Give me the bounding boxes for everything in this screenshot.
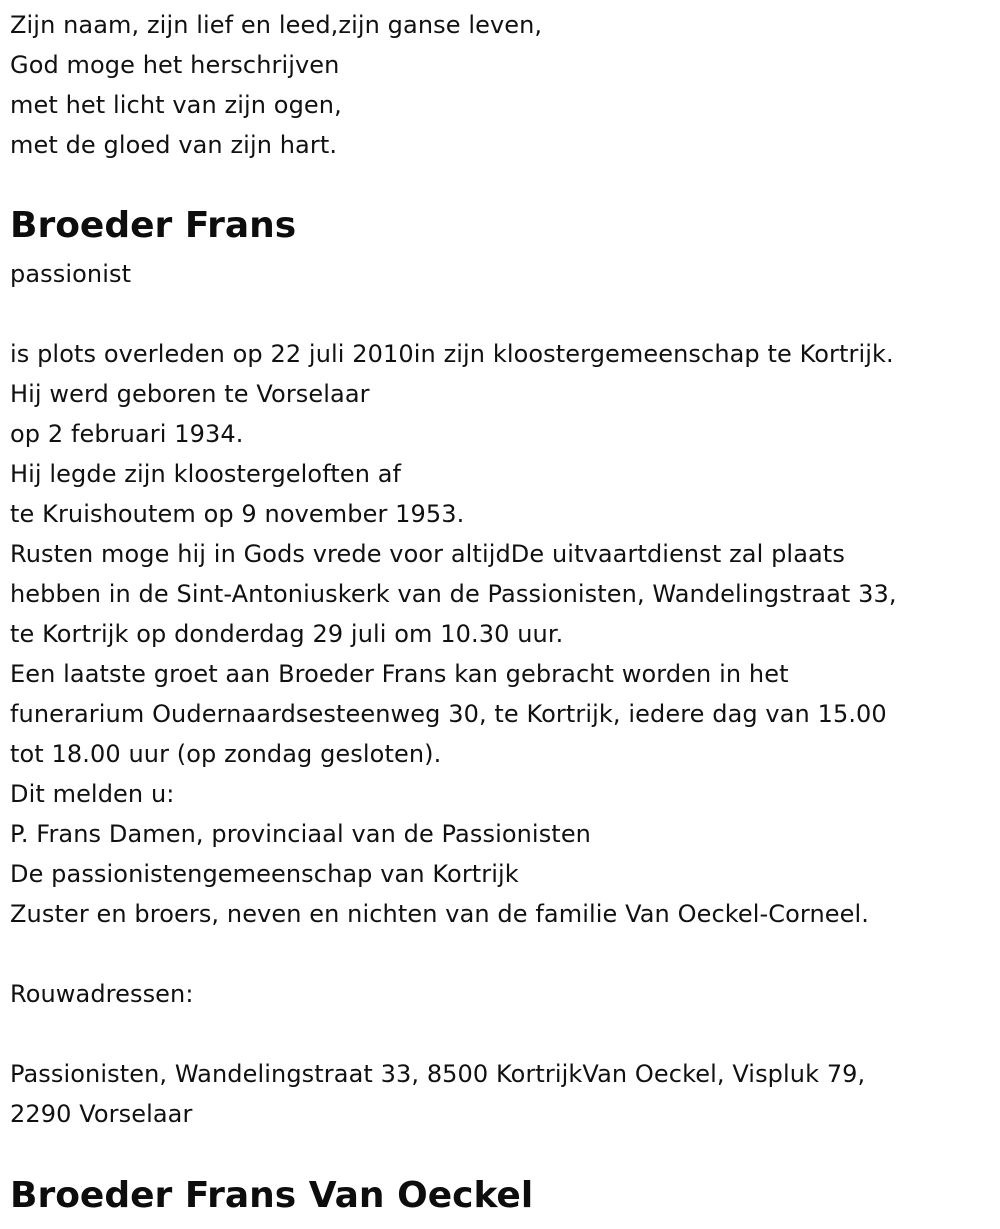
body-line: Zuster en broers, neven en nichten van de familie Van Oeckel-Corneel. xyxy=(10,900,870,928)
body-line: P. Frans Damen, provinciaal van de Passionisten xyxy=(10,820,591,848)
address-line: 2290 Vorselaar xyxy=(10,1100,193,1128)
body-line: te Kruishoutem op 9 november 1953. xyxy=(10,500,465,528)
deceased-name-heading: Broeder Frans xyxy=(10,205,297,246)
body-line: funerarium Oudernaardsesteenweg 30, te Kortrijk, iedere dag van 15.00 xyxy=(10,700,887,728)
poem-line: God moge het herschrijven xyxy=(10,51,340,79)
body-line: hebben in de Sint-Antoniuskerk van de Passionisten, Wandelingstraat 33, xyxy=(10,580,897,608)
deceased-role: passionist xyxy=(10,260,132,288)
body-line: De passionistengemeenschap van Kortrijk xyxy=(10,860,519,888)
body-line: Dit melden u: xyxy=(10,780,175,808)
body-line: Een laatste groet aan Broeder Frans kan gebracht worden in het xyxy=(10,660,789,688)
body-line: te Kortrijk op donderdag 29 juli om 10.30 uur. xyxy=(10,620,564,648)
addresses-heading: Rouwadressen: xyxy=(10,980,194,1008)
poem-line: Zijn naam, zijn lief en leed,zijn ganse leven, xyxy=(10,11,543,39)
address-line: Passionisten, Wandelingstraat 33, 8500 KortrijkVan Oeckel, Vispluk 79, xyxy=(10,1060,866,1088)
body-line: Hij werd geboren te Vorselaar xyxy=(10,380,370,408)
body-line: is plots overleden op 22 juli 2010in zijn kloostergemeenschap te Kortrijk. xyxy=(10,340,894,368)
body-line: tot 18.00 uur (op zondag gesloten). xyxy=(10,740,442,768)
footer-title: Broeder Frans Van Oeckel xyxy=(10,1175,534,1216)
body-line: Hij legde zijn kloostergeloften af xyxy=(10,460,402,488)
poem-line: met de gloed van zijn hart. xyxy=(10,131,338,159)
body-line: op 2 februari 1934. xyxy=(10,420,244,448)
body-line: Rusten moge hij in Gods vrede voor altijdDe uitvaartdienst zal plaats xyxy=(10,540,845,568)
poem-line: met het licht van zijn ogen, xyxy=(10,91,342,119)
